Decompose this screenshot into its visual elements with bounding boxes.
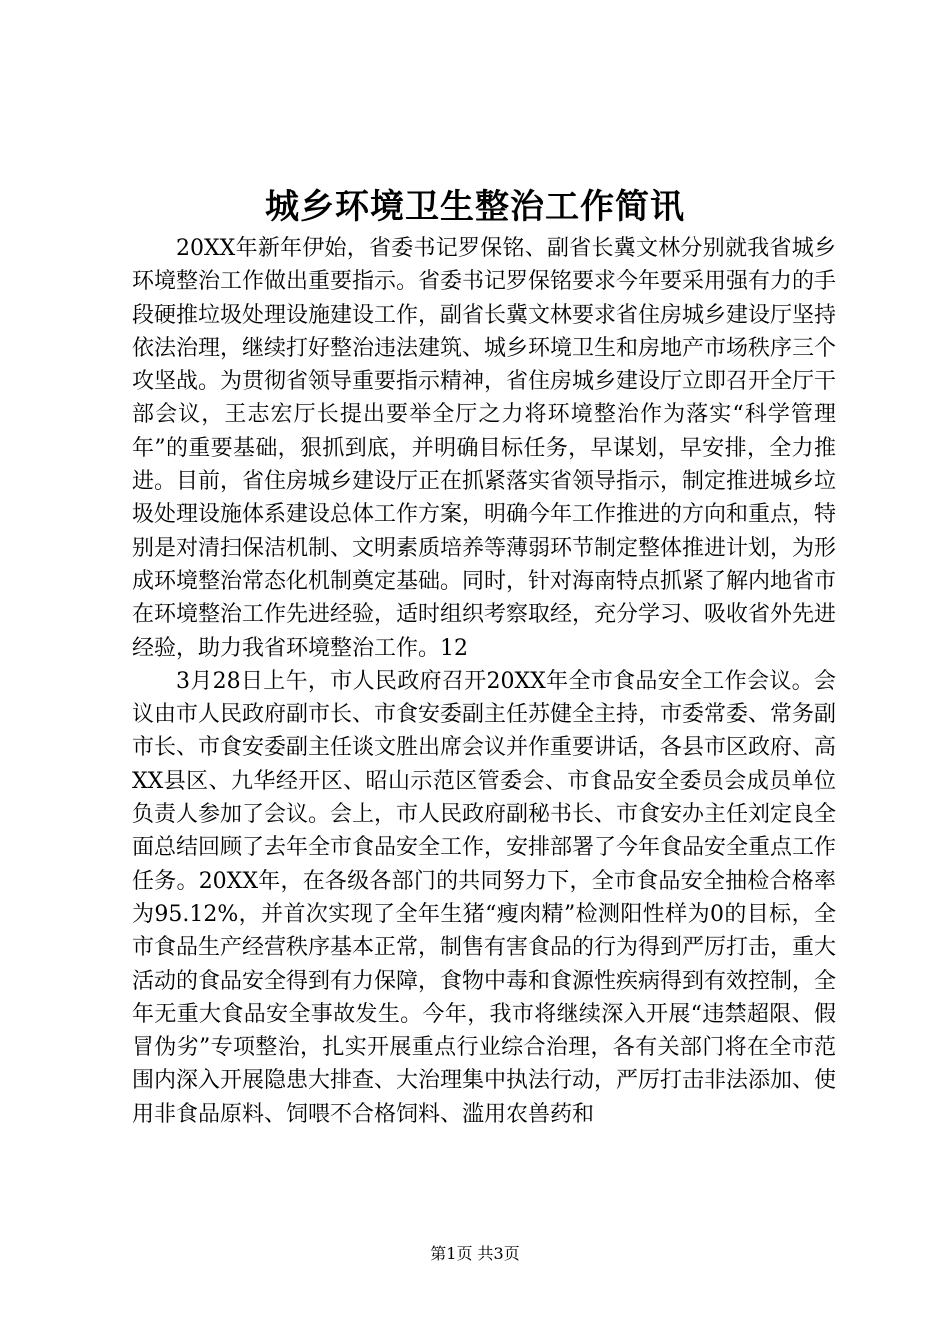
document-title: 城乡环境卫生整治工作简讯 xyxy=(265,187,685,227)
paragraph-2: 3月28日上午，市人民政府召开20XX年全市食品安全工作会议。会议由市人民政府副市长、市食安委副主任苏健全主持，市委常委、常务副市长、市食安委副主任谈文胜出席会议并作重要讲话，各县市区政府、高XX县区、九华经开区、昭山示范区管委会、市食品安全委员会成员单位负责人参加了会议。会上，市人民政府副秘书长、市食安办主任刘定良全面总结回顾了去年全市食品安全工作，安排部署了今年食品安全重点工作任务。20XX年，在各级各部门的共同努力下，全市食品安全抽检合格率为95.12%，并首次实现了全年生猪“瘦肉精”检测阳性样为0的目标，全市食品生产经营秩序基本正常，制售有害食品的行为得到严厉打击，重大活动的食品安全得到有力保障，食物中毒和食源性疾病得到有效控制，全年无重大食品安全事故发生。今年，我市将继续深入开展“违禁超限、假冒伪劣”专项整治，扎实开展重点行业综合治理，各有关部门将在全市范围内深入开展隐患大排查、大治理集中执法行动，严厉打击非法添加、使用非食品原料、饲喂不合格饲料、滥用农兽药和 xyxy=(132,668,837,1127)
paragraph-1: 20XX年新年伊始，省委书记罗保铭、副省长冀文林分别就我省城乡环境整治工作做出重要指示。省委书记罗保铭要求今年要采用强有力的手段硬推垃圾处理设施建设工作，副省长冀文林要求省住房城乡建设厅坚持依法治理，继续打好整治违法建筑、城乡环境卫生和房地产市场秩序三个攻坚战。为贯彻省领导重要指示精神，省住房城乡建设厅立即召开全厅干部会议，王志宏厅长提出要举全厅之力将环境整治作为落实“科学管理年”的重要基础，狠抓到底，并明确目标任务，早谋划，早安排，全力推进。目前，省住房城乡建设厅正在抓紧落实省领导指示，制定推进城乡垃圾处理设施体系建设总体工作方案，明确今年工作推进的方向和重点，特别是对清扫保洁机制、文明素质培养等薄弱环节制定整体推进计划，为形成环境整治常态化机制奠定基础。同时，针对海南特点抓紧了解内地省市在环境整治工作先进经验，适时组织考察取经，充分学习、吸收省外先进经验，助力我省环境整治工作。12 xyxy=(132,236,837,661)
page-footer: 第1页 共3页 xyxy=(430,1244,520,1263)
document-body xyxy=(132,232,836,1131)
